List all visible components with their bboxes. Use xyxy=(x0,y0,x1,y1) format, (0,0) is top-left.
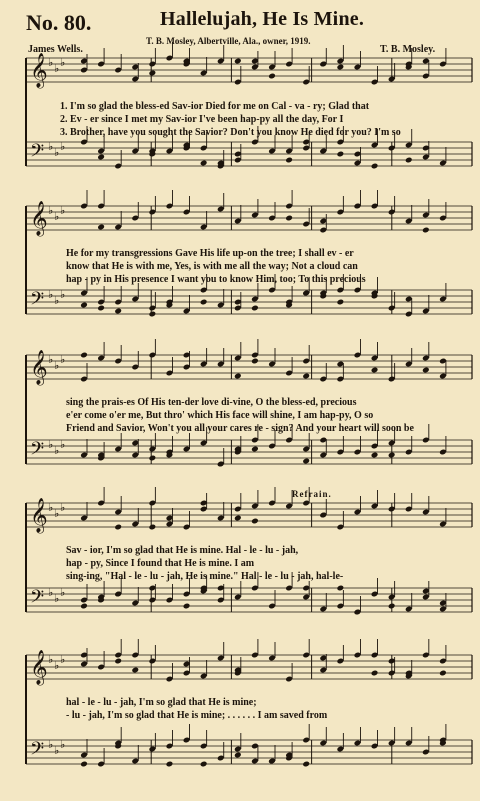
composer-credit: T. B. Mosley. xyxy=(380,44,436,55)
note-head xyxy=(388,452,396,459)
note-head xyxy=(234,373,242,380)
note-head xyxy=(200,299,208,306)
note-head xyxy=(166,761,174,768)
note-head xyxy=(149,70,157,77)
note-head xyxy=(388,603,396,610)
note-head xyxy=(302,373,310,380)
flat-icon: ♭ xyxy=(54,146,60,159)
treble-clef-icon: 𝄞 xyxy=(30,350,48,385)
note-head xyxy=(234,515,242,522)
note-head xyxy=(285,157,293,164)
note-head xyxy=(80,352,88,359)
flat-icon: ♭ xyxy=(48,56,54,69)
note-head xyxy=(97,305,105,312)
note-head xyxy=(97,154,105,161)
flat-icon: ♭ xyxy=(60,288,66,301)
flat-icon: ♭ xyxy=(54,294,60,307)
lyric-line: sing the prais-es Of His ten-der love di-vine, O the bless-ed, precious xyxy=(66,397,357,408)
note-head xyxy=(268,73,276,80)
note-head xyxy=(337,64,345,71)
flat-icon: ♭ xyxy=(60,140,66,153)
treble-clef-icon: 𝄞 xyxy=(30,498,48,533)
bass-clef-icon: 𝄢 xyxy=(30,289,45,314)
flat-icon: ♭ xyxy=(60,586,66,599)
flat-icon: ♭ xyxy=(60,738,66,751)
lyric-line: 2. Ev - er since I met my Sav-ior I've been hap-py all the day, For I xyxy=(60,114,344,125)
refrain-label: Refrain. xyxy=(292,489,332,499)
note-head xyxy=(80,603,88,610)
lyric-line: hal - le - lu - jah, I'm so glad that He is mine; xyxy=(66,697,257,708)
flat-icon: ♭ xyxy=(60,204,66,217)
flat-icon: ♭ xyxy=(60,501,66,514)
bass-clef-icon: 𝄢 xyxy=(30,587,45,612)
note-head xyxy=(405,157,413,164)
copyright-line: T. B. Mosley, Albertville, Ala., owner, 1919. xyxy=(146,36,311,46)
flat-icon: ♭ xyxy=(48,288,54,301)
note-head xyxy=(234,752,242,759)
lyric-line: know that He is with me, Yes, is with me all the way; Not a cloud can xyxy=(66,261,358,272)
note-head xyxy=(302,761,310,768)
note-head xyxy=(422,227,430,234)
note-head xyxy=(149,311,157,318)
bass-clef-icon: 𝄢 xyxy=(30,739,45,764)
flat-icon: ♭ xyxy=(54,210,60,223)
flat-icon: ♭ xyxy=(54,444,60,457)
note-head xyxy=(149,455,157,462)
note-head xyxy=(183,603,191,610)
treble-clef-icon: 𝄞 xyxy=(30,201,48,236)
note-head xyxy=(114,308,122,315)
note-head xyxy=(149,524,157,531)
lyric-line: 1. I'm so glad the bless-ed Sav-ior Died for me on Cal - va - ry; Glad that xyxy=(60,101,370,112)
note-head xyxy=(251,446,259,453)
flat-icon: ♭ xyxy=(54,592,60,605)
note-head xyxy=(371,670,379,677)
note-head xyxy=(337,299,345,306)
lyric-line: hap - py, Since I found that He is mine. I am xyxy=(66,558,255,569)
note-head xyxy=(200,160,208,167)
note-head xyxy=(200,761,208,768)
note-head xyxy=(371,163,379,170)
note-head xyxy=(337,151,345,158)
flat-icon: ♭ xyxy=(48,438,54,451)
hymn-number: No. 80. xyxy=(26,10,92,35)
flat-icon: ♭ xyxy=(48,140,54,153)
note-head xyxy=(114,524,122,531)
note-head xyxy=(80,302,88,309)
note-head xyxy=(371,367,379,374)
note-head xyxy=(439,670,447,677)
lyric-line: hap - py in His presence I want you to know Him, too; To this precious xyxy=(66,274,366,285)
note-head xyxy=(97,224,105,231)
lyric-line: - lu - jah, I'm so glad that He is mine; . . . . . . I am saved from xyxy=(66,710,328,721)
note-head xyxy=(251,358,259,365)
bass-clef-icon: 𝄢 xyxy=(30,439,45,464)
flat-icon: ♭ xyxy=(54,659,60,672)
lyric-line: Sav - ior, I'm so glad that He is mine. Hal - le - lu - jah, xyxy=(66,545,299,556)
flat-icon: ♭ xyxy=(60,653,66,666)
note-head xyxy=(251,518,259,525)
flat-icon: ♭ xyxy=(54,62,60,75)
lyricist-credit: James Wells. xyxy=(28,44,83,55)
lyric-line: sing-ing, "Hal - le - lu - jah, He is mine." Hal - le - lu - jah, hal-le- xyxy=(66,571,344,582)
note-head xyxy=(131,667,139,674)
flat-icon: ♭ xyxy=(60,56,66,69)
treble-clef-icon: 𝄞 xyxy=(30,650,48,685)
note-head xyxy=(114,658,122,665)
lyric-line: Friend and Savior, Won't you all your cares re - sign? And your heart will soon be xyxy=(66,423,414,434)
bass-clef-icon: 𝄢 xyxy=(30,141,45,166)
hymn-title: Hallelujah, He Is Mine. xyxy=(160,8,365,30)
note-head xyxy=(234,58,242,65)
flat-icon: ♭ xyxy=(60,438,66,451)
flat-icon: ♭ xyxy=(48,353,54,366)
note-head xyxy=(285,215,293,222)
flat-icon: ♭ xyxy=(48,586,54,599)
treble-clef-icon: 𝄞 xyxy=(30,53,48,88)
flat-icon: ♭ xyxy=(48,738,54,751)
note-head xyxy=(302,458,310,465)
flat-icon: ♭ xyxy=(54,744,60,757)
flat-icon: ♭ xyxy=(48,204,54,217)
lyric-line: e'er come o'er me, But thro' which His face will shine, I am hap-py, O so xyxy=(66,410,374,421)
lyric-line: He for my transgressions Gave His life up-on the tree; I shall ev - er xyxy=(66,248,354,259)
note-head xyxy=(422,367,430,374)
flat-icon: ♭ xyxy=(48,653,54,666)
lyric-line: 3. Brother, have you sought the Savior? Don't you know He died for you? I'm so xyxy=(60,127,401,138)
flat-icon: ♭ xyxy=(54,507,60,520)
note-head xyxy=(371,452,379,459)
note-head xyxy=(251,305,259,312)
flat-icon: ♭ xyxy=(60,353,66,366)
flat-icon: ♭ xyxy=(48,501,54,514)
note-head xyxy=(80,761,88,768)
flat-icon: ♭ xyxy=(54,359,60,372)
